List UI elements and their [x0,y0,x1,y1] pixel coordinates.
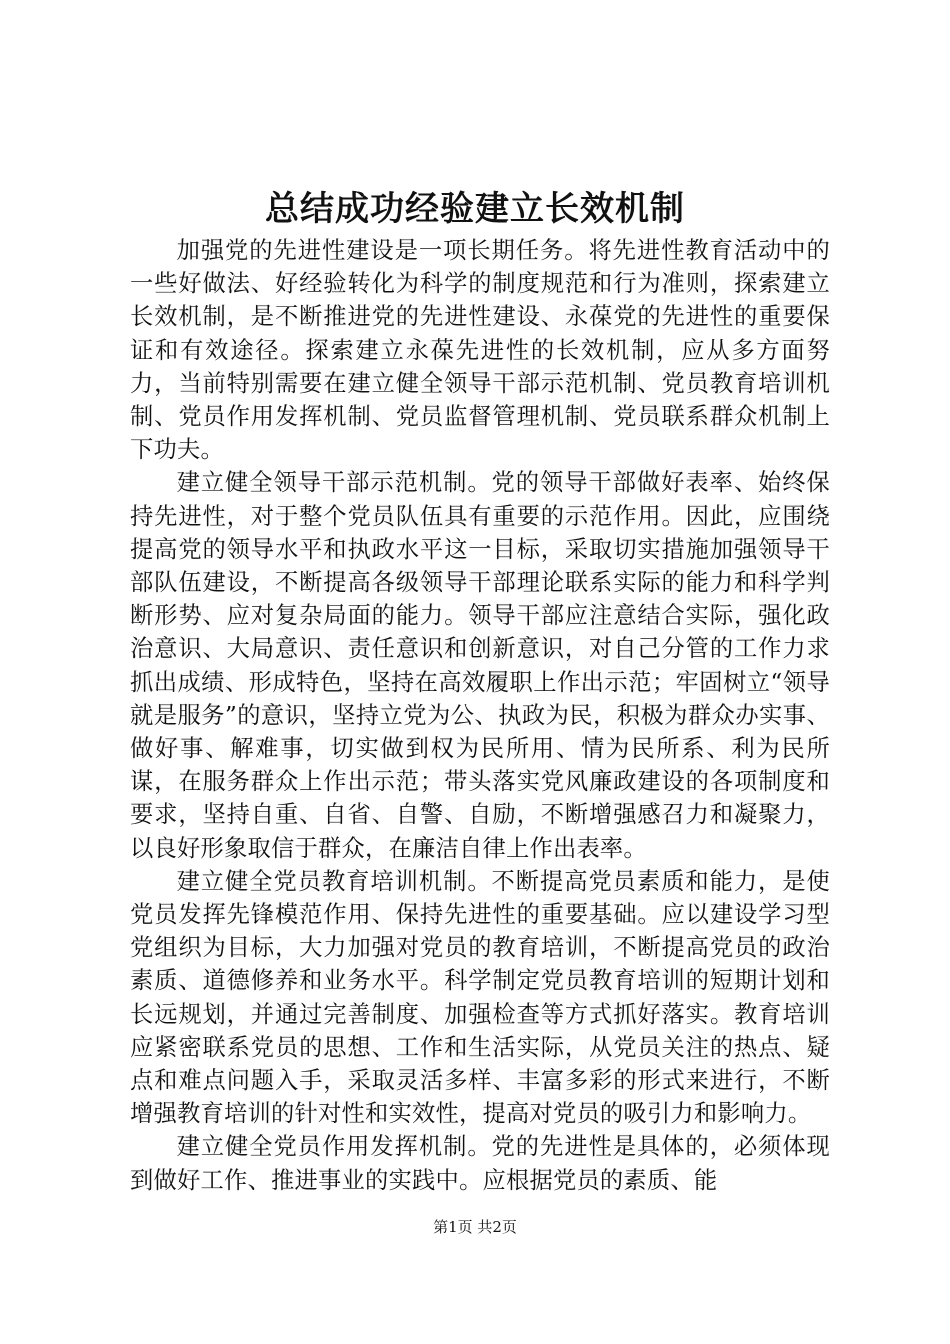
document-body [130,234,830,1197]
page-number-footer: 第1页 共2页 [433,1218,517,1236]
paragraph-role-mechanism: 建立健全党员作用发挥机制。党的先进性是具体的，必须体现到做好工作、推进事业的实践中。应根据党员的素质、能 [130,1133,830,1194]
paragraph-training-mechanism: 建立健全党员教育培训机制。不断提高党员素质和能力，是使党员发挥先锋模范作用、保持先进性的重要基础。应以建设学习型党组织为目标，大力加强对党员的教育培训，不断提高党员的政治素质、道德修养和业务水平。科学制定党员教育培训的短期计划和长远规划，并通过完善制度、加强检查等方式抓好落实。教育培训应紧密联系党员的思想、工作和生活实际，从党员关注的热点、疑点和难点问题入手，采取灵活多样、丰富多彩的形式来进行，不断增强教育培训的针对性和实效性，提高对党员的吸引力和影响力。 [130,867,830,1128]
paragraph-intro: 加强党的先进性建设是一项长期任务。将先进性教育活动中的一些好做法、好经验转化为科学的制度规范和行为准则，探索建立长效机制，是不断推进党的先进性建设、永葆党的先进性的重要保证和有效途径。探索建立永葆先进性的长效机制，应从多方面努力，当前特别需要在建立健全领导干部示范机制、党员教育培训机制、党员作用发挥机制、党员监督管理机制、党员联系群众机制上下功夫。 [130,237,830,464]
paragraph-leadership-mechanism: 建立健全领导干部示范机制。党的领导干部做好表率、始终保持先进性，对于整个党员队伍具有重要的示范作用。因此，应围绕提高党的领导水平和执政水平这一目标，采取切实措施加强领导干部队伍建设，不断提高各级领导干部理论联系实际的能力和科学判断形势、应对复杂局面的能力。领导干部应注意结合实际，强化政治意识、大局意识、责任意识和创新意识，对自己分管的工作力求抓出成绩、形成特色，坚持在高效履职上作出示范；牢固树立“领导就是服务”的意识，坚持立党为公、执政为民，积极为群众办实事、做好事、解难事，切实做到权为民所用、情为民所系、利为民所谋，在服务群众上作出示范；带头落实党风廉政建设的各项制度和要求，坚持自重、自省、自警、自励，不断增强感召力和凝聚力，以良好形象取信于群众，在廉洁自律上作出表率。 [130,469,830,862]
document-title: 总结成功经验建立长效机制 [265,189,685,229]
